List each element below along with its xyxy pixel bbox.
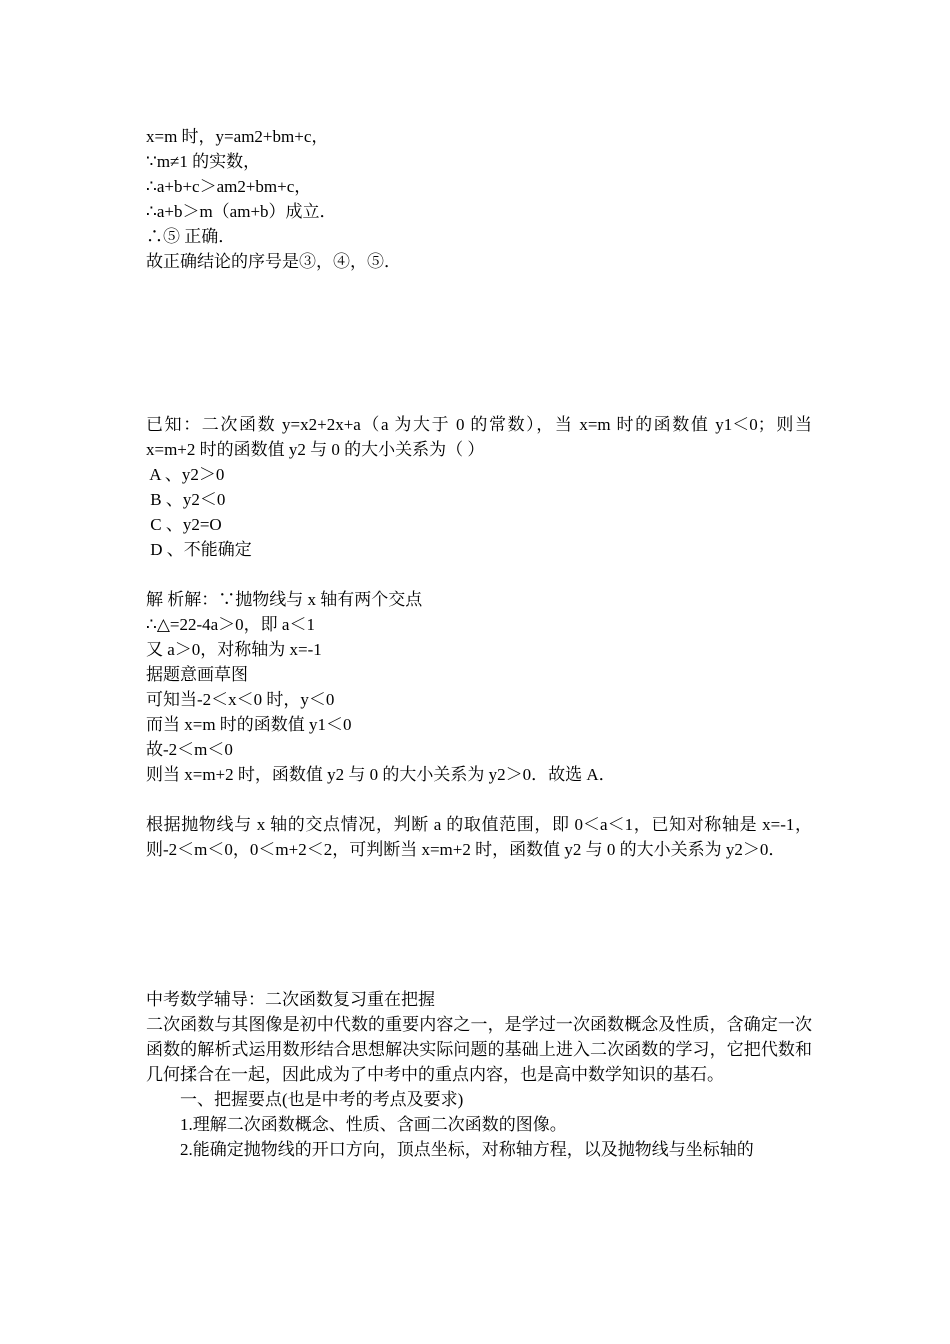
analysis-line: 又 a＞0，对称轴为 x=-1: [146, 640, 322, 659]
spacer: [146, 562, 812, 587]
analysis-line: ∴△=22-4a＞0，即 a＜1: [146, 615, 315, 634]
analysis-line: 解 析解：∵抛物线与 x 轴有两个交点: [146, 590, 423, 609]
analysis-line: 而当 x=m 时的函数值 y1＜0: [146, 715, 352, 734]
text-line: ∵m≠1 的实数，: [146, 152, 261, 171]
text-line: x=m 时，y=am2+bm+c，: [146, 127, 329, 146]
option-b: B 、y2＜0: [146, 490, 226, 509]
article-block: [146, 987, 812, 1162]
point-item: 1.理解二次函数概念、性质、含画二次函数的图像。: [180, 1115, 567, 1134]
article-intro: 二次函数与其图像是初中代数的重要内容之一，是学过一次函数概念及性质，含确定一次函数的解析式运用数形结合思想解决实际问题的基础上进入二次函数的学习，它把代数和几何揉合在一起，因此成为了中考中的重点内容，也是高中数学知识的基石。: [146, 1015, 812, 1084]
option-c: C 、y2=O: [146, 515, 222, 534]
article-title: 中考数学辅导：二次函数复习重在把握: [146, 990, 435, 1009]
spacer: [146, 787, 812, 812]
solution-continuation: [146, 124, 812, 274]
option-d: D 、不能确定: [146, 540, 252, 559]
point-item: 2.能确定抛物线的开口方向，顶点坐标，对称轴方程，以及抛物线与坐标轴的: [180, 1140, 754, 1159]
spacer: [146, 274, 812, 412]
question-block: [146, 412, 812, 562]
question-stem: 已知：二次函数 y=x2+2x+a（a 为大于 0 的常数），当 x=m 时的函数值 y1＜0；则当 x=m+2 时的函数值 y2 与 0 的大小关系为（ ）: [146, 415, 812, 459]
analysis-line: 据题意画草图: [146, 665, 248, 684]
conclusion-line: 故正确结论的序号是③，④，⑤．: [146, 252, 401, 271]
analysis-line: 可知当-2＜x＜0 时，y＜0: [146, 690, 335, 709]
analysis-answer-line: 则当 x=m+2 时，函数值 y2 与 0 的大小关系为 y2＞0．故选 A．: [146, 765, 616, 784]
text-line: ∴a+b＞m（am+b）成立．: [146, 202, 337, 221]
analysis-block: [146, 587, 812, 787]
analysis-summary: 根据抛物线与 x 轴的交点情况，判断 a 的取值范围，即 0＜a＜1，已知对称轴是 x=-1，则-2＜m＜0，0＜m+2＜2，可判断当 x=m+2 时，函数值 y2 与 0 的大小关系为 y2＞0．: [146, 815, 812, 859]
document-page: [146, 124, 812, 1162]
spacer: [146, 862, 812, 987]
section-heading: 一、把握要点(也是中考的考点及要求): [180, 1090, 464, 1109]
option-a: A 、y2＞0: [146, 465, 225, 484]
analysis-line: 故-2＜m＜0: [146, 740, 233, 759]
text-line: ∴⑤ 正确．: [146, 227, 236, 246]
text-line: ∴a+b+c＞am2+bm+c，: [146, 177, 312, 196]
